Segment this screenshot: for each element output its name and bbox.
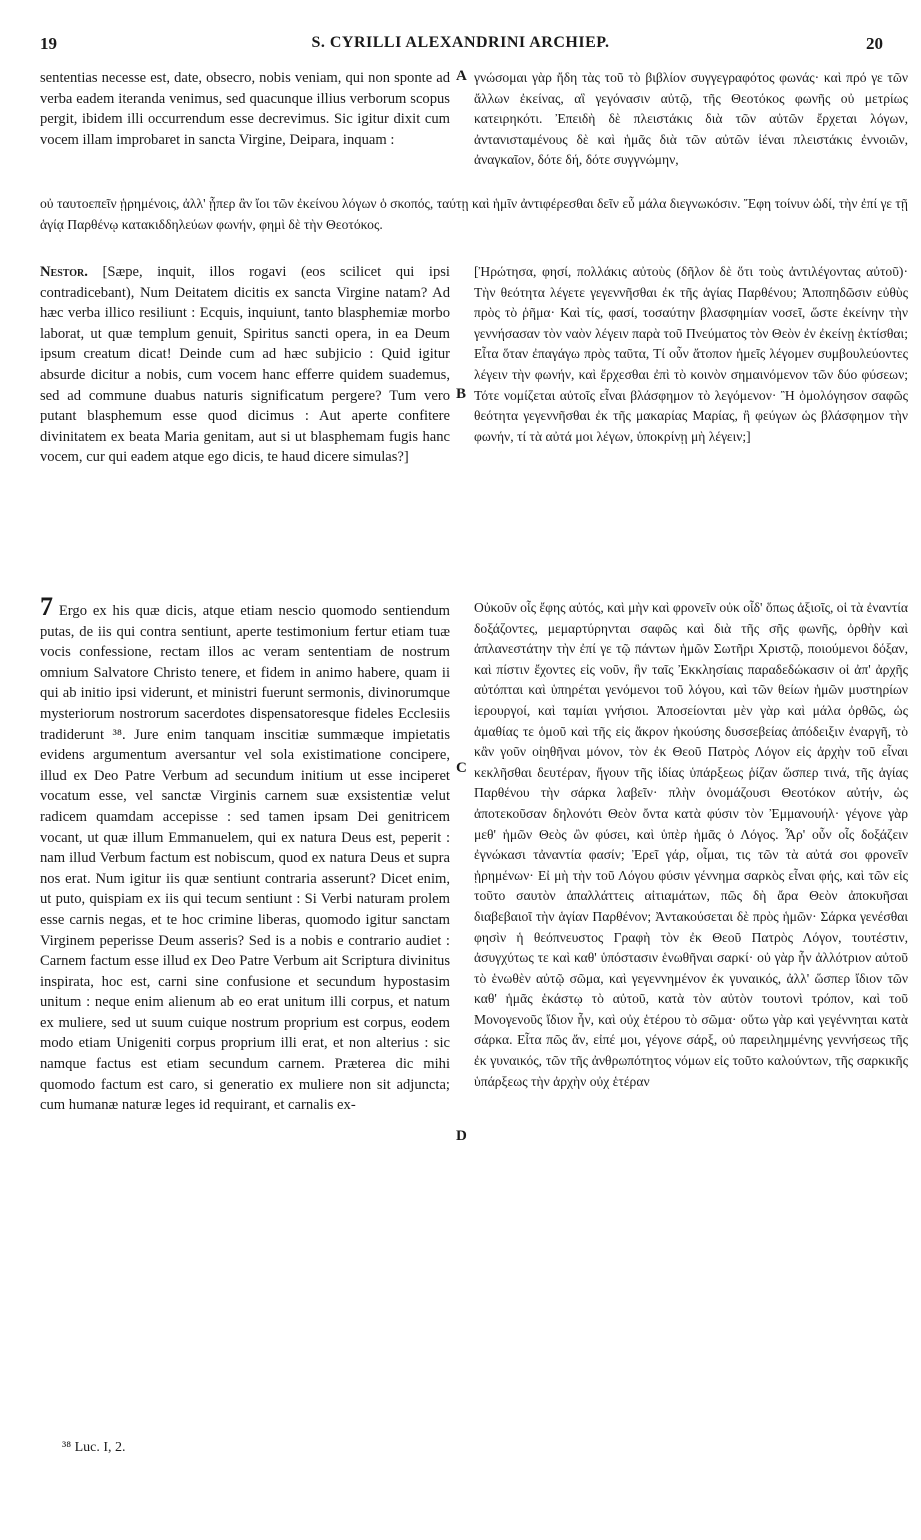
page-number-right: 20 bbox=[866, 34, 883, 53]
section-7-greek: Οὐκοῦν οἷς ἔφης αὐτός, καὶ μὴν καὶ φρονεῖν οὐκ οἶδ' ὅπως ἀξιοῖς, οἱ τὰ ἐναντία δοξάζοντες, μεμαρτύρηνται σαφῶς καὶ διὰ τῆς σῆς φωνῆς, ὀρθὴν καὶ ἀπλανεστάτην τὴν ἐπί γε τῷ πάντων ἡμῶν Σωτῆρι Χριστῷ, ποιούμενοι δόξαν, καὶ πίστιν ἔχοντες εἰς νοῦν, ἣν ταῖς Ἐκκλησίαις παραδεδώκασιν οἱ ἀπ' ἀρχῆς αὐτόπται καὶ ὑπηρέται γενόμενοι τοῦ λόγου, καὶ τῶν θείων ἡμῶν μυστηρίων ἱερουργοί, καὶ ταμίαι γνήσιοι. Ἀποσείονται μὲν γὰρ καὶ μάλα ὀρθῶς, ὡς ἀμαθίας τε ὁμοῦ καὶ τῆς εἰς ἄκρον ἡκούσης δυσσεβείας ἀπόδειξιν ἐναργῆ, τὸ κἂν γοῦν οἰηθῆναι μόνον, τὸν ἐκ Θεοῦ Πατρὸς Λόγον εἰς ἀρχὴν τοῦ εἶναι κεκλῆσθαι δευτέραν, ἤγουν τῆς ἰδίας ὑπάρξεως ῥίζαν ὥσπερ τινά, τῆς ἁγίας Παρθένου τὴν σάρκα λαβεῖν· πλὴν ὀνομάζουσι Θεοτόκον αὐτήν, ὡς ἀποτεκοῦσαν δηλονότι Θεὸν ὄντα κατὰ φύσιν τὸν Ἐμμανουήλ· γέγονε γὰρ μεθ' ἡμῶν Θεὸς ὢν φύσει, καὶ ὑπὲρ ἡμᾶς ὁ Λόγος. Ἆρ' οὖν οἷς δοξάζειν ἐγνώκασι τἀναντία φασίν; Ἐρεῖ γάρ, οἶμαι, τις τῶν τὰ αὐτά σοι φρονεῖν ᾑρημένων· Εἰ μὴ τὴν τοῦ Λόγου φύσιν γέννημα σαρκὸς εἶναι φής, καὶ τῶν εἰς τοῦτο σαυτὸν ἀπαλλάττεις αἰτιαμάτων, πῶς δὴ ἄρα Θεὸν ἀποκυῆσαι διαβεβαιοῖ τὴν ἁγίαν Παρθένον; Ἀντακούσεται δὲ πρὸς ἡμῶν· Σάρκα γενέσθαι φησὶν ἡ θεόπνευστος Γραφὴ τὸν ἐκ Θεοῦ Πατρὸς Λόγον, τουτέστιν, ἀσυγχύτως τε καὶ καθ' ὑπόστασιν ἑνωθῆναι σαρκί· οὐ γὰρ ἦν ἀλλότριον αὐτοῦ τὸ ἑνωθὲν αὐτῷ σῶμα, καὶ γεγεννημένον ἐκ γυναικός, ἀλλ' ὥσπερ ἴδιον τῶν καθ' ἡμᾶς ἑκάστῳ τὸ αὐτοῦ, κατὰ τὸν αὐτὸν τουτονὶ τρόπον, καὶ τοῦ Μονογενοῦς ἴδιον ἦν, καὶ οὐχ ἑτέρου τὸ σῶμα· οὕτω γὰρ καὶ γεγέννηται κατὰ σάρκα. Εἶτα πῶς ἄν, εἰπέ μοι, γέγονε σάρξ, οὐ παρειλημμένης γεννήσεως τῆς ἐκ γυναικός, τῶν τῆς ἀνθρωπότητος νόμων εἰς τοῦτο καλούντων, τῆς σαρκικῆς ὑπάρξεως τὴν ἀρχὴν οὐχ ἑτέραν bbox=[474, 600, 908, 1089]
margin-letter-c: C bbox=[456, 760, 467, 776]
margin-letter-d: D bbox=[456, 1128, 467, 1144]
greek-span-paragraph: οὐ ταυτοεπεῖν ᾑρημένοις, ἀλλ' ᾗπερ ἂν ἴοι τῶν ἐκείνου λόγων ὁ σκοπός, ταύτῃ καὶ ἡμῖν ἀντιφέρεσθαι δεῖν εὖ μάλα διεγνωκόσιν. Ἔφη τοίνυν ὡδί, τὴν ἐπί γε τῇ ἁγίᾳ Παρθένῳ κατακιδδηλεύων φωνήν, φημὶ δὲ τὴν Θεοτόκος. bbox=[40, 196, 908, 232]
latin-intro: sententias necesse est, date, obsecro, nobis veniam, qui non sponte ad verba eadem iteranda venimus, sed quacunque illius verborum scopus pergit, ibidem illi occurrendum esse decrevimus. Sic igitur dixit cum vocem illam improbaret in sancta Virgine, Deipara, inquam : bbox=[40, 70, 450, 148]
page-number-left: 19 bbox=[40, 34, 57, 53]
section-number: 7 bbox=[40, 592, 53, 621]
nestor-latin: Nestor. [Sæpe, inquit, illos rogavi (eos scilicet qui ipsi contradicebant), Num Deitatem dicitis ex sancta Virgine natam? Ad hæc verba illico resiliunt : Ecquis, inquiunt, tanto blasphemiæ morbo laborat, ut quæ templum genuit, Spiritus sancti opera, in ea Deum ipsum creatum dicat! Deinde cum ad hæc subjicio : Quid igitur absurde dicitur a nobis, cum vocem hanc efferre quidem suademus, sed ad commune duabus naturis significatum pergere? Tum vero putant blasphemum esse quod dicimus : Aut aperte confitere divinitatem ex beata Maria genitam, aut si ut blasphemam fugis hanc vocem, cur qui eadem atque ego dicis, te haud dicere simulas?] bbox=[40, 264, 450, 466]
speaker-name: Nestor. bbox=[40, 264, 88, 280]
greek-intro: γνώσομαι γὰρ ἤδη τὰς τοῦ τὸ βιβλίον συγγεγραφότος φωνάς· καὶ πρό γε τῶν ἄλλων ἐκείνας, αἳ γεγόνασιν αὐτῷ, τῆς Θεοτόκος φωνῆς οὐ μετρίως κατειρηκότι. Ἐπειδὴ δὲ πλειστάκις διὰ τῶν αὐτῶν ἔρχεται λόγων, ἀντανισταμένους δὲ καὶ ἡμᾶς διὰ τῶν αὐτῶν ἰέναι πλειστάκις ἐννοιῶν, ἀναγκαῖον, δότε δή, δότε συγγνώμην, bbox=[474, 70, 908, 168]
margin-letter-b: B bbox=[456, 386, 467, 402]
nestor-greek: [Ἠρώτησα, φησί, πολλάκις αὐτοὺς (δῆλον δὲ ὅτι τοὺς ἀντιλέγοντας αὐτοῦ)· Τὴν θεότητα λέγετε γεγεννῆσθαι ἐκ τῆς ἁγίας Παρθένου; Ἀποπηδῶσιν εὐθὺς πρὸς τὸ ῥῆμα· Καὶ τίς, φασί, τοσαύτην βλασφημίαν νοσεῖ, ὥστε ἐκείνην τὴν γεννήσασαν τὸν ναὸν λέγειν παρὰ τοῦ Πνεύματος τὸν Θεὸν ἐν ἐκείνῃ ἐκτίσθαι; Εἶτα ὅταν ἐπαγάγω πρὸς ταῦτα, Τί οὖν ἄτοπον ἡμεῖς λέγομεν συμβουλεύοντες λέγειν τὴν φωνήν, καὶ ἔρχεσθαι ἐπὶ τὸ κοινὸν σημαινόμενον τῶν δύο φύσεων; Τότε νομίζεται αὐτοῖς εἶναι βλάσφημον τὸ λεγόμενον· Ἢ ὁμολόγησον σαφῶς θεότητα γεγεννῆσθαι ἐκ τῆς μακαρίας Μαρίας, ἢ φεύγων ὡς βλάσφημον τὴν φωνήν, τί τὰ αὐτά μοι λέγων, ὑποκρίνῃ μὴ λέγειν;] bbox=[474, 264, 908, 444]
margin-letter-a: A bbox=[456, 68, 467, 84]
running-head: S. CYRILLI ALEXANDRINI ARCHIEP. bbox=[311, 34, 610, 51]
section-7-latin: 7 Ergo ex his quæ dicis, atque etiam nescio quomodo sentiendum putas, de iis qui contra sentiunt, aperte testimonium fertur etiam tuæ vocis confessione, rectam illos ac veram sententiam de nostrum omnium Salvatore Christo tenere, et fidem in animo habere, quam ii qui ab initio ipsi viderunt, et ministri fuerunt sermonis, divinorumque mysteriorum nostrorum sacerdotes dispensatoresque fideles Ecclesiis tradiderunt ³⁸. Jure enim tanquam inscitiæ summæque impietatis evidens argumentum aversantur vel sola existimatione concipere, illud ex Deo Patre Verbum ad secundum initium ut esse inciperet vocatum esse, vel sanctæ Virginis carnem suæ exsistentiæ velut radicem quamdam accepisse : sed tamen ipsam Dei genitricem vocant, ut quæ illum Emmanuelem, qui ex natura Deus est, peperit : nam illud Verbum factum est nobiscum, quod ex natura Deus et supra nos erat. Num igitur iis quæ sentiunt contraria asserunt? Dicet enim, ut puto, quispiam ex iis qui tecum sentiunt : Si Verbi naturam prolem esse carnis negas, et te hoc crimine liberas, quomodo igitur sanctam Virginem peperisse Deum asseris? Sed is a nobis e contrario audiet : Carnem factum esse illud ex Deo Patre Verbum ait Scriptura divinitus inspirata, hoc est, carni sine confusione et secundum hypostasim unitum : neque enim alienum ab eo erat unitum illi corpus, et natum ex muliere, sed ut suum cuique nostrum proprium est corpus, eodem modo etiam Unigeniti corpus proprium illi erat, et non alterius : sic namque factus est etiam secundum carnem. Præterea dic mihi quomodo factum est caro, si generatio ex muliere non sit adjuncta; cum humanæ naturæ leges id requirant, et carnalis ex- bbox=[40, 592, 450, 1114]
footnote: ³⁸ Luc. I, 2. bbox=[62, 1440, 126, 1455]
